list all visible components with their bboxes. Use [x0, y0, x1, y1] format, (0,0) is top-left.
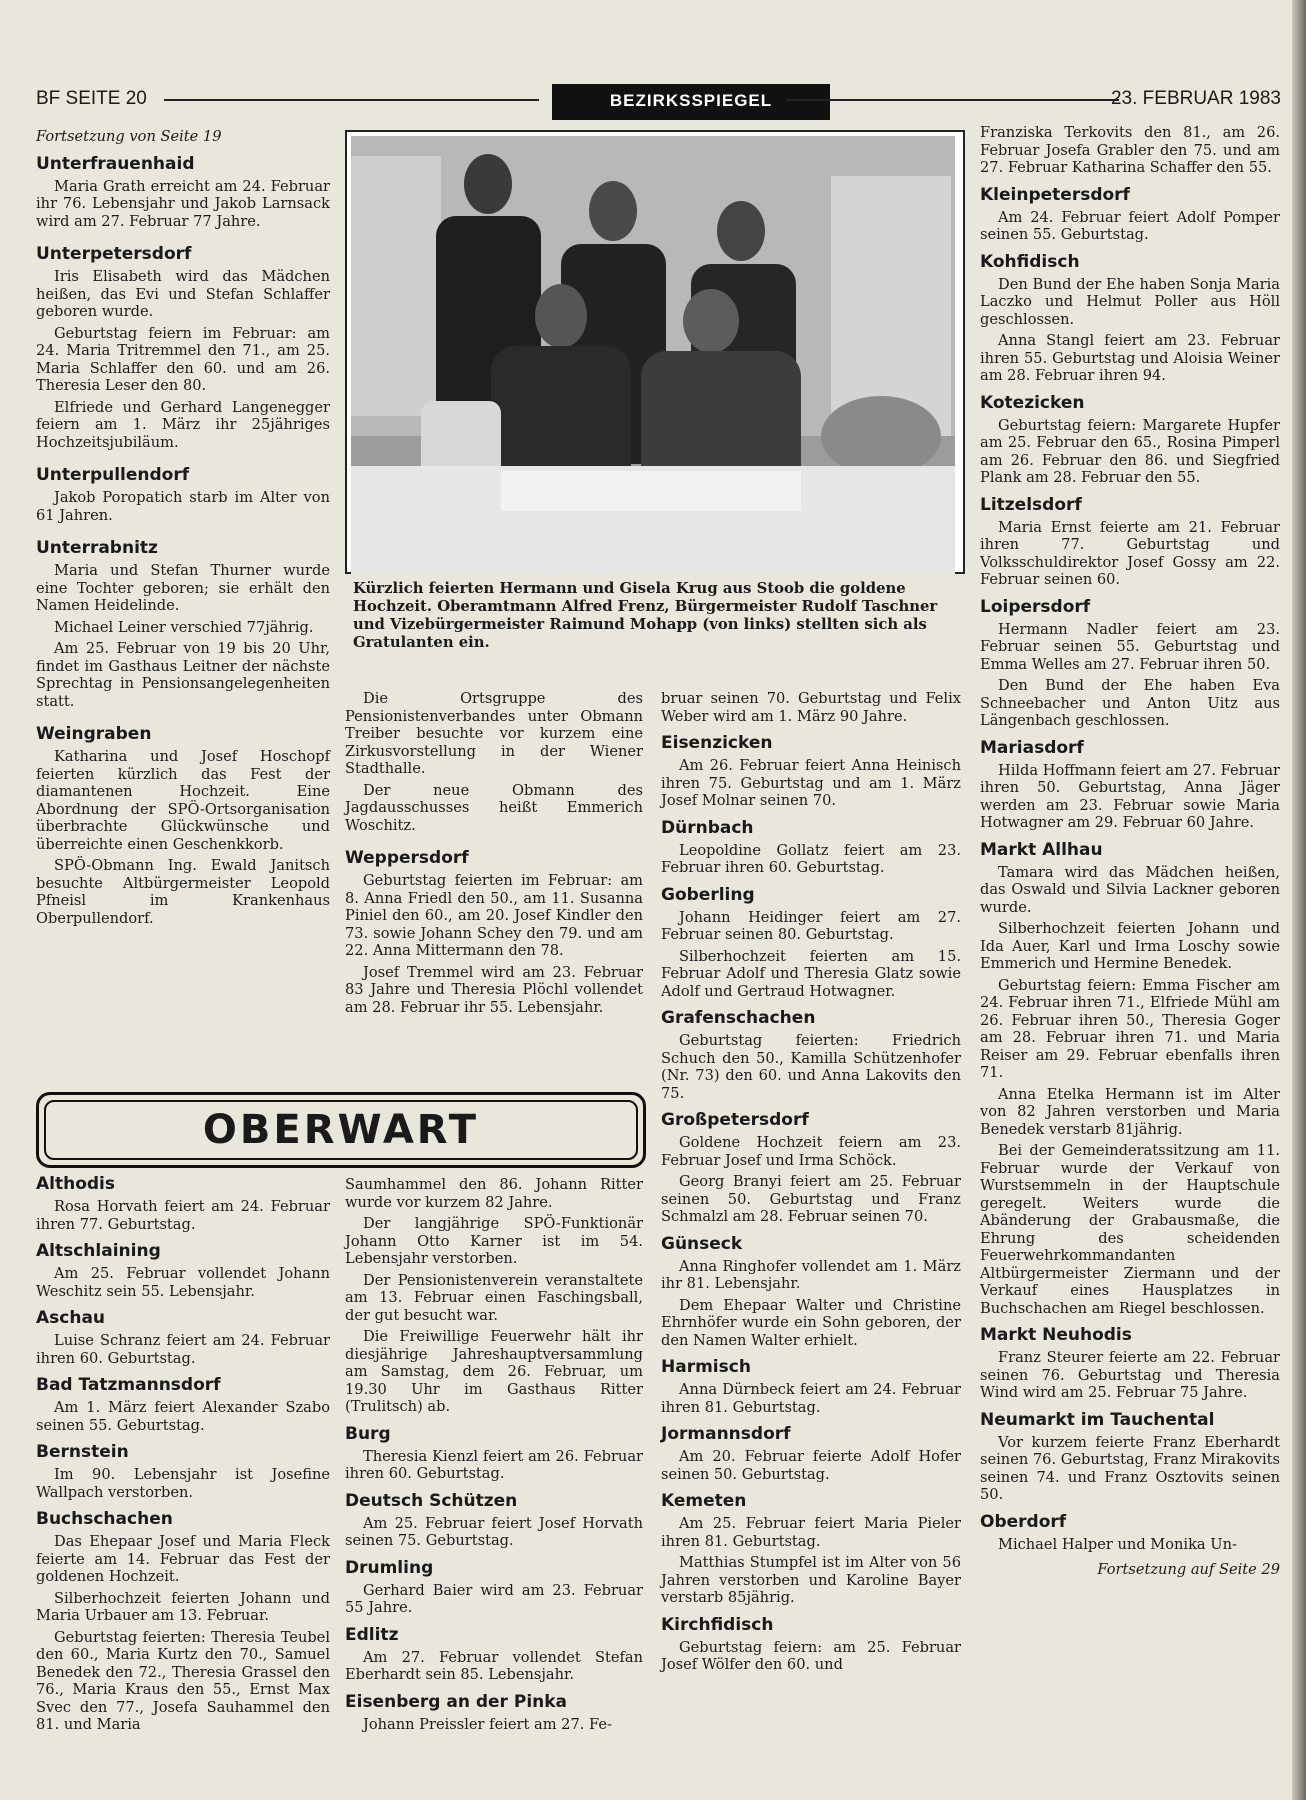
article-text: Am 25. Februar feiert Maria Pieler ihren 81. Geburtstag.	[661, 1515, 961, 1550]
article-text: Hilda Hoffmann feiert am 27. Februar ihren 50. Geburtstag, Anna Jäger werden am 23. Februar sowie Maria Hotwagner am 29. Februar 60 Jahre.	[980, 761, 1280, 831]
article-text: Den Bund der Ehe haben Sonja Maria Laczko und Helmut Poller aus Höll geschlossen.	[980, 275, 1280, 328]
article-title: Althodis	[36, 1174, 116, 1194]
article-title: Unterfrauenhaid	[36, 153, 195, 174]
article-text: Maria Grath erreicht am 24. Februar ihr 76. Lebensjahr und Jakob Larnsack wird am 27. Februar 77 Jahre.	[36, 177, 330, 230]
article-text: Am 1. März feiert Alexander Szabo seinen 55. Geburtstag.	[36, 1399, 330, 1434]
issue-date: 23. FEBRUAR 1983	[1110, 88, 1281, 109]
article-title: Aschau	[36, 1308, 106, 1328]
news-photo-frame	[345, 130, 965, 651]
article-text: Die Freiwillige Feuerwehr hält ihr diesjährige Jahreshauptversammlung am Samstag, dem 26. Februar, um 19.30 Uhr im Gasthaus Ritter (Trulitsch) ab.	[345, 1328, 643, 1415]
article-text: Bei der Gemeinderatssitzung am 11. Februar wurde der Verkauf von Wurstsemmeln in der Hauptschule geregelt. Weiters wurde die Abänderung der Grabausmaße, die Ehrung des scheidenden Feuerwehrkommandanten Altbürgermeister Ziermann und der Verkauf eines Hausplatzes in Buchschachen am Riegel beschlossen.	[980, 1142, 1280, 1317]
article-text: Jakob Poropatich starb im Alter von 61 Jahren.	[36, 489, 330, 524]
continued-from: Fortsetzung von Seite 19	[36, 128, 222, 145]
article-title: Kirchfidisch	[661, 1614, 774, 1635]
article-text: Geburtstag feiern: Margarete Hupfer am 25. Februar den 65., Rosina Pimperl am 26. Februar den 86. und Siegfried Plank am 28. Februar den 55.	[980, 416, 1280, 486]
article-title: Bad Tatzmannsdorf	[36, 1375, 221, 1395]
article-text: Geburtstag feiern: am 25. Februar Josef Wölfer den 60. und	[661, 1638, 961, 1673]
article-text: Am 25. Februar vollendet Johann Weschitz sein 55. Lebensjahr.	[36, 1265, 330, 1300]
article-text: Geburtstag feierten: Friedrich Schuch den 50., Kamilla Schützenhofer (Nr. 73) den 60. und Anna Lakovits den 75.	[661, 1032, 961, 1102]
column-3	[661, 690, 961, 1678]
article-text: Anna Dürnbeck feiert am 24. Februar ihren 81. Geburtstag.	[661, 1381, 961, 1416]
article-title: Weingraben	[36, 724, 152, 744]
article-text: Am 24. Februar feiert Adolf Pomper seinen 55. Geburtstag.	[980, 208, 1280, 243]
article-text: Rosa Horvath feiert am 24. Februar ihren 77. Geburtstag.	[36, 1198, 330, 1233]
column-1	[36, 128, 330, 931]
article-title: Kohfidisch	[980, 251, 1080, 272]
article-text: Geburtstag feierten im Februar: am 8. Anna Friedl den 50., am 11. Susanna Piniel den 60., am 20. Josef Kindler den 73. sowie Johann Schey den 79. und am 22. Anna Mittermann den 78.	[345, 872, 643, 959]
article-title: Großpetersdorf	[661, 1110, 809, 1130]
article-title: Markt Allhau	[980, 839, 1103, 860]
article-text: Michael Leiner verschied 77jährig.	[54, 618, 314, 636]
article-text: Der langjährige SPÖ-Funktionär Johann Otto Karner ist im 54. Lebensjahr verstorben.	[345, 1215, 643, 1267]
article-text: Am 20. Februar feierte Adolf Hofer seinen 50. Geburtstag.	[661, 1448, 961, 1483]
article-text: Anna Ringhofer vollendet am 1. März ihr 81. Lebensjahr.	[661, 1257, 961, 1292]
article-title: Dürnbach	[661, 817, 754, 838]
article-text: Anna Stangl feiert am 23. Februar ihren 55. Geburtstag und Aloisia Weiner am 28. Februar ihren 94.	[980, 332, 1280, 384]
article-title: Grafenschachen	[661, 1008, 816, 1028]
article-title: Burg	[345, 1423, 391, 1444]
article-title: Drumling	[345, 1557, 434, 1578]
article-text: Katharina und Josef Hoschopf feierten kürzlich das Fest der diamantenen Hochzeit. Eine Abordnung der SPÖ-Ortsorganisation überbrachte Glückwünsche und überreichte einen Geschenkkorb.	[36, 748, 330, 853]
article-title: Unterpetersdorf	[36, 244, 192, 264]
article-text: Geburtstag feierten: Theresia Teubel den 60., Maria Kurtz den 70., Samuel Benedek den 72., Theresia Grassel den 76., Maria Kraus den 55., Ernst Max Svec den 77., Josefa Sauhammel den 81. und Maria	[36, 1628, 330, 1733]
article-title: Altschlaining	[36, 1241, 161, 1261]
article-text: Johann Heidinger feiert am 27. Februar seinen 80. Geburtstag.	[661, 908, 961, 943]
article-text: Geburtstag feiern: Emma Fischer am 24. Februar ihren 71., Elfriede Mühl am 26. Februar ihren 50., Theresia Goger am 28. Februar ihren 71. und Maria Reiser am 29. Februar ebenfalls ihren 71.	[980, 976, 1280, 1081]
article-title: Harmisch	[661, 1357, 751, 1377]
article-text: Am 27. Februar vollendet Stefan Eberhardt sein 85. Lebensjahr.	[345, 1648, 643, 1683]
article-title: Günseck	[661, 1233, 743, 1254]
article-text: Anna Etelka Hermann ist im Alter von 82 Jahren verstorben und Maria Benedek verstarb 81jährig.	[980, 1085, 1280, 1138]
district-heading: OBERWART	[44, 1100, 638, 1160]
oberwart-column-2	[345, 1176, 643, 1737]
article-text: Das Ehepaar Josef und Maria Fleck feierte am 14. Februar das Fest der goldenen Hochzeit.	[36, 1533, 330, 1585]
article-text: Josef Tremmel wird am 23. Februar 83 Jahre und Theresia Plöchl vollendet am 28. Februar ihr 55. Lebensjahr.	[345, 963, 643, 1016]
article-text: SPÖ-Obmann Ing. Ewald Janitsch besuchte Altbürgermeister Leopold Pfneisl im Krankenhaus Oberpullendorf.	[36, 857, 330, 927]
article-text: Goldene Hochzeit feiern am 23. Februar Josef und Irma Schöck.	[661, 1134, 961, 1169]
article-text: bruar seinen 70. Geburtstag und Felix Weber wird am 1. März 90 Jahre.	[661, 690, 961, 725]
article-title: Unterrabnitz	[36, 538, 158, 558]
article-text: Hermann Nadler feiert am 23. Februar seinen 55. Geburtstag und Emma Welles am 27. Februar ihren 50.	[980, 620, 1280, 673]
page-edge-shadow	[1292, 0, 1306, 1800]
article-title: Neumarkt im Tauchental	[980, 1409, 1215, 1430]
group-photo	[351, 136, 955, 574]
article-title: Oberdorf	[980, 1511, 1067, 1532]
article-text: Maria Ernst feierte am 21. Februar ihren 77. Geburtstag und Volksschuldirektor Josef Gossy am 22. Februar seinen 60.	[980, 518, 1280, 588]
article-text: Die Ortsgruppe des Pensionistenverbandes unter Obmann Treiber besuchte vor kurzem eine Zirkusvorstellung in der Wiener Stadthalle.	[345, 690, 643, 777]
article-title: Bernstein	[36, 1442, 129, 1462]
district-heading-frame	[36, 1092, 646, 1168]
article-text: Geburtstag feiern im Februar: am 24. Maria Tritremmel den 71., am 25. Maria Schlaffer den 60. und am 26. Theresia Leser den 80.	[36, 324, 330, 394]
article-text: Luise Schranz feiert am 24. Februar ihren 60. Geburtstag.	[36, 1332, 330, 1367]
article-text: Franz Steurer feierte am 22. Februar seinen 76. Geburtstag und Theresia Wind wird am 25. Februar 75 Jahre.	[980, 1349, 1280, 1401]
column-2	[345, 690, 643, 1020]
article-title: Deutsch Schützen	[345, 1490, 518, 1511]
article-title: Weppersdorf	[345, 848, 469, 868]
column-4	[980, 124, 1280, 1583]
header-rule-left	[164, 99, 539, 101]
article-title: Eisenberg an der Pinka	[345, 1691, 568, 1712]
article-text: Vor kurzem feierte Franz Eberhardt seinen 76. Geburtstag, Franz Mirakovits seinen 74. und Franz Osztovits seinen 50.	[980, 1433, 1280, 1503]
article-title: Markt Neuhodis	[980, 1325, 1132, 1345]
article-text: Elfriede und Gerhard Langenegger feiern am 1. März ihr 25jähriges Hochzeitsjubiläum.	[36, 398, 330, 451]
article-text: Maria und Stefan Thurner wurde eine Tochter geboren; sie erhält den Namen Heidelinde.	[36, 562, 330, 614]
article-title: Buchschachen	[36, 1509, 173, 1529]
article-text: Franziska Terkovits den 81., am 26. Februar Josefa Grabler den 75. und am 27. Februar Katharina Schaffer den 55.	[980, 124, 1280, 176]
photo-caption: Kürzlich feierten Hermann und Gisela Krug aus Stoob die goldene Hochzeit. Oberamtmann Alfred Frenz, Bürgermeister Rudolf Taschner und Vizebürgermeister Raimund Mohapp (von links) stellten sich als Gratulanten ein.	[353, 580, 938, 651]
section-title: BEZIRKSSPIEGEL	[552, 84, 830, 120]
article-text: Saumhammel den 86. Johann Ritter wurde vor kurzem 82 Jahre.	[345, 1176, 643, 1211]
article-title: Goberling	[661, 884, 755, 905]
article-text: Der Pensionistenverein veranstaltete am 13. Februar einen Faschingsball, der gut besucht war.	[345, 1271, 643, 1324]
article-text: Iris Elisabeth wird das Mädchen heißen, das Evi und Stefan Schlaffer geboren wurde.	[36, 268, 330, 320]
article-title: Jormannsdorf	[661, 1424, 791, 1444]
article-text: Am 25. Februar von 19 bis 20 Uhr, findet im Gasthaus Leitner der nächste Sprechtag in Pensionsangelegenheiten statt.	[36, 640, 330, 710]
continued-on: Fortsetzung auf Seite 29	[1097, 1561, 1280, 1578]
article-title: Unterpullendorf	[36, 465, 190, 485]
article-title: Loipersdorf	[980, 596, 1091, 617]
article-title: Mariasdorf	[980, 737, 1084, 758]
article-text: Gerhard Baier wird am 23. Februar 55 Jahre.	[345, 1581, 643, 1616]
article-title: Kemeten	[661, 1491, 747, 1511]
article-title: Edlitz	[345, 1624, 399, 1645]
article-text: Im 90. Lebensjahr ist Josefine Wallpach verstorben.	[36, 1466, 330, 1501]
page-header	[36, 84, 1281, 118]
page-number: BF SEITE 20	[36, 88, 147, 109]
article-text: Am 25. Februar feiert Josef Horvath seinen 75. Geburtstag.	[345, 1514, 643, 1549]
article-text: Der neue Obmann des Jagdausschusses heißt Emmerich Woschitz.	[345, 781, 643, 834]
article-text: Michael Halper und Monika Un-	[998, 1535, 1237, 1553]
oberwart-column-1	[36, 1170, 330, 1738]
article-text: Silberhochzeit feierten Johann und Maria Urbauer am 13. Februar.	[36, 1589, 330, 1624]
article-text: Leopoldine Gollatz feiert am 23. Februar ihren 60. Geburtstag.	[661, 841, 961, 876]
article-text: Silberhochzeit feierten Johann und Ida Auer, Karl und Irma Loschy sowie Emmerich und Hermine Benedek.	[980, 920, 1280, 972]
article-title: Litzelsdorf	[980, 494, 1082, 515]
article-text: Silberhochzeit feierten am 15. Februar Adolf und Theresia Glatz sowie Adolf und Gertraud Hotwagner.	[661, 947, 961, 1000]
article-text: Den Bund der Ehe haben Eva Schneebacher und Anton Uitz aus Längenbach geschlossen.	[980, 677, 1280, 729]
article-text: Am 26. Februar feiert Anna Heinisch ihren 75. Geburtstag und am 1. März Josef Molnar seinen 70.	[661, 757, 961, 809]
article-text: Theresia Kienzl feiert am 26. Februar ihren 60. Geburtstag.	[345, 1447, 643, 1482]
article-title: Eisenzicken	[661, 733, 773, 753]
article-text: Tamara wird das Mädchen heißen, das Oswald und Silvia Lackner geboren wurde.	[980, 863, 1280, 916]
article-text: Dem Ehepaar Walter und Christine Ehrnhöfer wurde ein Sohn geboren, der den Namen Walter erhielt.	[661, 1296, 961, 1349]
article-title: Kleinpetersdorf	[980, 184, 1130, 205]
article-title: Kotezicken	[980, 392, 1085, 413]
article-text: Matthias Stumpfel ist im Alter von 56 Jahren verstorben und Karoline Bayer verstarb 85jährig.	[661, 1554, 961, 1606]
header-rule-right	[786, 99, 1119, 101]
article-text: Georg Branyi feiert am 25. Februar seinen 50. Geburtstag und Franz Schmalzl am 28. Februar seinen 70.	[661, 1173, 961, 1225]
article-text: Johann Preissler feiert am 27. Fe-	[363, 1715, 612, 1733]
